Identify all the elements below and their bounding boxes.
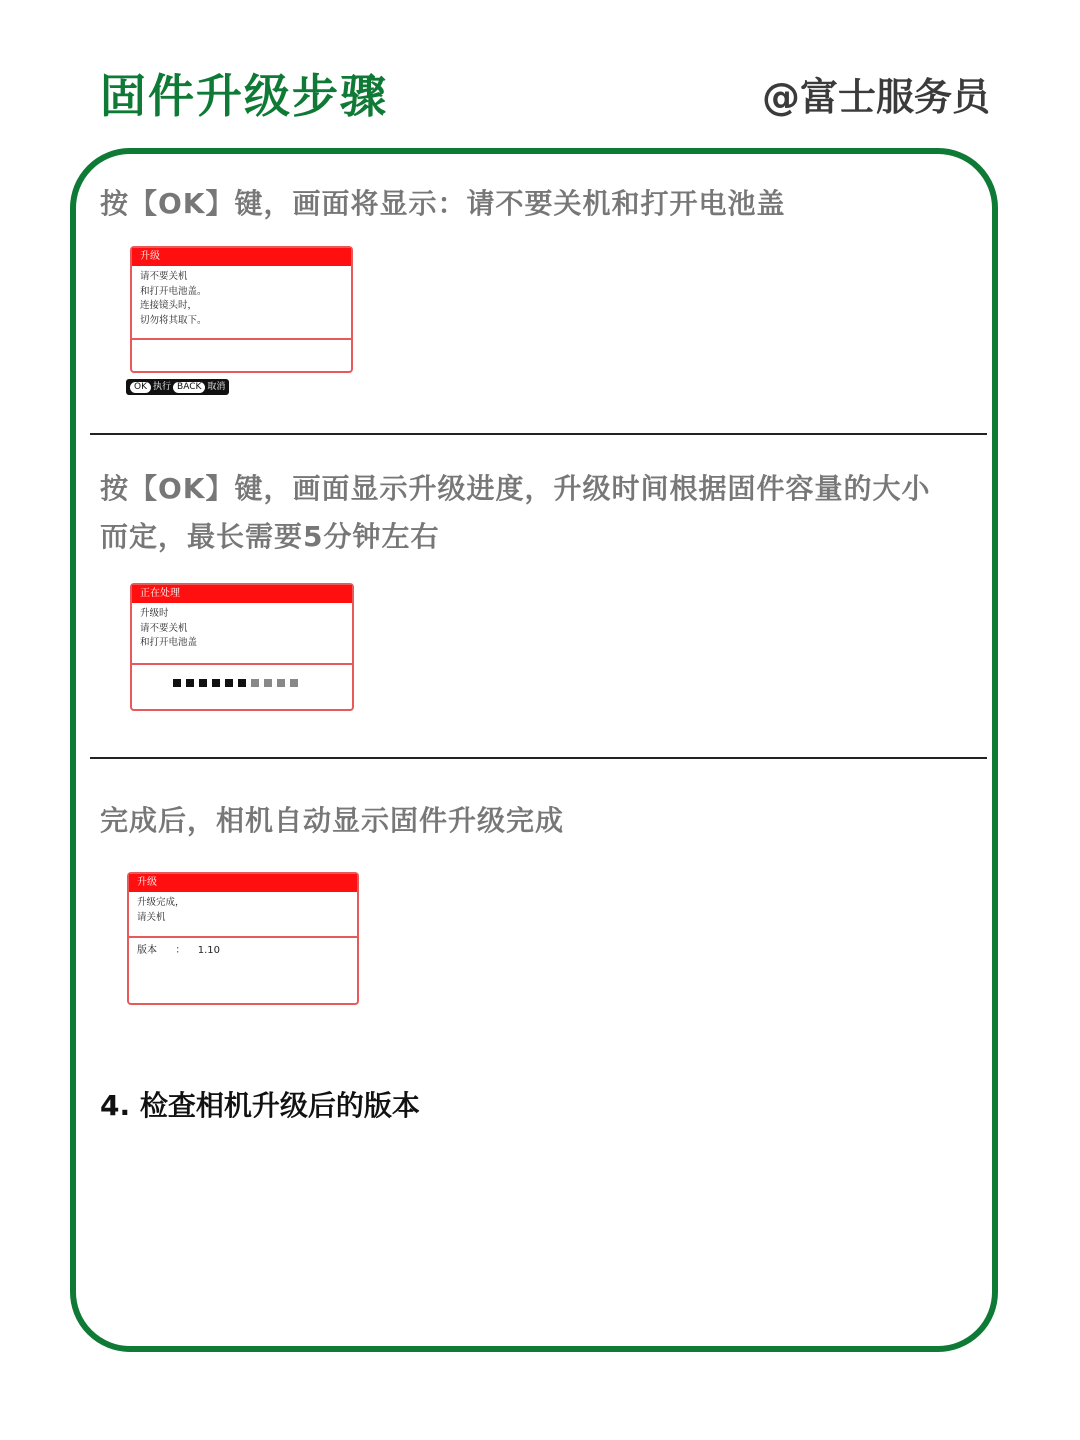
progress-square-filled xyxy=(238,679,246,687)
ok-action-label: 执行 xyxy=(153,382,172,392)
back-key-icon: BACK xyxy=(173,382,205,393)
step-2-text xyxy=(100,465,931,561)
screen-divider xyxy=(132,663,352,665)
section-heading: 4. 检查相机升级后的版本 xyxy=(100,1089,420,1122)
screen-message xyxy=(129,892,357,936)
screen-divider xyxy=(132,338,351,340)
step-1-text: 按【OK】键，画面将显示：请不要关机和打开电池盖 xyxy=(100,187,786,220)
version-value: 1.10 xyxy=(197,945,221,956)
screen-line: 切勿将其取下。 xyxy=(140,314,207,326)
screen-title: 升级 xyxy=(129,874,357,892)
screen-line: 连接镜头时， xyxy=(140,300,198,311)
step-2-line-1: 按【OK】键，画面显示升级进度，升级时间根据固件容量的大小 xyxy=(100,472,931,505)
step-1-camera-screen xyxy=(130,246,353,373)
step-3-text: 完成后，相机自动显示固件升级完成 xyxy=(100,804,565,837)
screen-message xyxy=(132,603,352,663)
progress-square-empty xyxy=(277,679,285,687)
page-title: 固件升级步骤 xyxy=(100,69,388,123)
version-row xyxy=(129,938,357,963)
screen-line: 请关机 xyxy=(137,911,166,923)
progress-square-filled xyxy=(225,679,233,687)
screen-line: 请不要关机 xyxy=(140,622,188,634)
author-handle: @富士服务员 xyxy=(761,75,990,119)
step-2-camera-screen xyxy=(130,583,354,711)
screen-message xyxy=(132,266,351,338)
step-3-camera-screen xyxy=(127,872,359,1005)
screen-line: 和打开电池盖 xyxy=(140,637,198,648)
screen-line: 请不要关机 xyxy=(140,271,188,282)
screen-line: 升级时 xyxy=(140,608,169,619)
section-divider xyxy=(90,433,987,435)
key-hint-bar xyxy=(126,379,229,395)
screen-title: 升级 xyxy=(132,248,351,266)
progress-square-filled xyxy=(212,679,220,687)
screen-title: 正在处理 xyxy=(132,585,352,603)
progress-square-empty xyxy=(290,679,298,687)
progress-square-filled xyxy=(186,679,194,687)
progress-square-empty xyxy=(264,679,272,687)
progress-square-filled xyxy=(199,679,207,687)
version-label: 版本 xyxy=(137,945,157,956)
step-2-line-2: 而定，最长需要5分钟左右 xyxy=(100,520,440,553)
version-separator: ： xyxy=(175,945,186,956)
progress-square-filled xyxy=(173,679,181,687)
upgrade-progress-indicator xyxy=(173,679,298,687)
screen-line: 升级完成， xyxy=(137,897,185,908)
ok-key-icon: OK xyxy=(130,382,151,393)
screen-line: 和打开电池盖。 xyxy=(140,285,207,297)
section-divider xyxy=(90,757,987,759)
back-action-label: 取消 xyxy=(207,382,226,392)
progress-square-empty xyxy=(251,679,259,687)
